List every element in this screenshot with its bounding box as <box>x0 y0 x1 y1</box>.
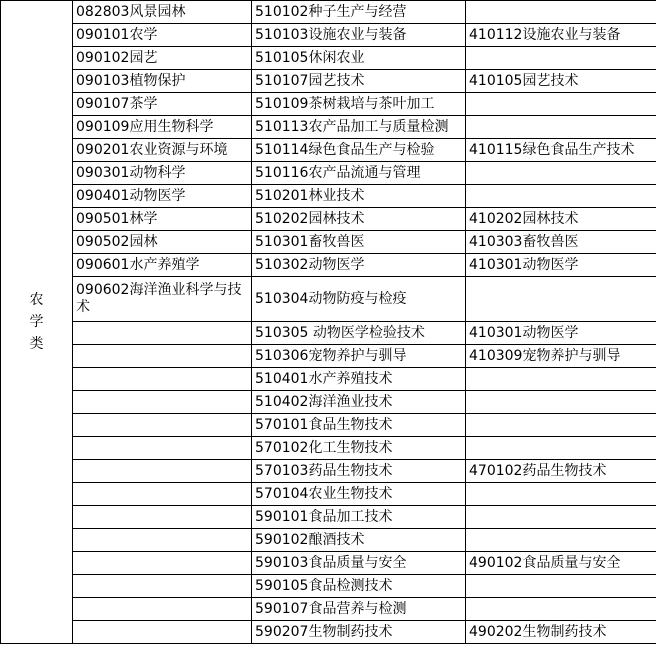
table-row <box>1 391 656 414</box>
undergrad-major-cell: 090401动物医学 <box>73 185 252 208</box>
table-row <box>1 254 656 277</box>
secondary-major-cell <box>466 483 656 506</box>
vocational-major-cell: 510109茶树栽培与茶叶加工 <box>252 93 466 116</box>
table-row <box>1 552 656 575</box>
vocational-major-cell: 510103设施农业与装备 <box>252 24 466 47</box>
undergrad-major-cell: 090601水产养殖学 <box>73 254 252 277</box>
undergrad-major-cell <box>73 506 252 529</box>
undergrad-major-cell <box>73 575 252 598</box>
table-row <box>1 1 656 24</box>
secondary-major-cell: 410202园林技术 <box>466 208 656 231</box>
table-row <box>1 414 656 437</box>
table-body <box>1 1 656 644</box>
category-label: 农学类 <box>29 292 44 352</box>
vocational-major-cell: 510116农产品流通与管理 <box>252 162 466 185</box>
secondary-major-cell: 490202生物制药技术 <box>466 621 656 644</box>
undergrad-major-cell: 090101农学 <box>73 24 252 47</box>
secondary-major-cell: 410105园艺技术 <box>466 70 656 93</box>
vocational-major-cell: 510304动物防疫与检疫 <box>252 277 466 322</box>
vocational-major-cell: 570104农业生物技术 <box>252 483 466 506</box>
undergrad-major-cell <box>73 460 252 483</box>
vocational-major-cell: 510301畜牧兽医 <box>252 231 466 254</box>
vocational-major-cell: 590101食品加工技术 <box>252 506 466 529</box>
table-row <box>1 277 656 322</box>
secondary-major-cell: 410303畜牧兽医 <box>466 231 656 254</box>
vocational-major-cell: 510402海洋渔业技术 <box>252 391 466 414</box>
vocational-major-cell: 590103食品质量与安全 <box>252 552 466 575</box>
secondary-major-cell <box>466 529 656 552</box>
table-row <box>1 185 656 208</box>
table-row <box>1 368 656 391</box>
table-row <box>1 70 656 93</box>
vocational-major-cell: 510102种子生产与经营 <box>252 1 466 24</box>
secondary-major-cell: 410309宠物养护与驯导 <box>466 345 656 368</box>
vocational-major-cell: 510201林业技术 <box>252 185 466 208</box>
undergrad-major-cell <box>73 598 252 621</box>
table-row <box>1 483 656 506</box>
secondary-major-cell <box>466 368 656 391</box>
vocational-major-cell: 510306宠物养护与驯导 <box>252 345 466 368</box>
vocational-major-cell: 510107园艺技术 <box>252 70 466 93</box>
secondary-major-cell: 410301动物医学 <box>466 322 656 345</box>
vocational-major-cell: 510114绿色食品生产与检验 <box>252 139 466 162</box>
vocational-major-cell: 590207生物制药技术 <box>252 621 466 644</box>
table-row <box>1 116 656 139</box>
undergrad-major-cell: 090201农业资源与环境 <box>73 139 252 162</box>
table-row <box>1 162 656 185</box>
secondary-major-cell: 470102药品生物技术 <box>466 460 656 483</box>
undergrad-major-cell <box>73 437 252 460</box>
undergrad-major-cell: 090107茶学 <box>73 93 252 116</box>
vocational-major-cell: 510305 动物医学检验技术 <box>252 322 466 345</box>
secondary-major-cell <box>466 116 656 139</box>
secondary-major-cell <box>466 575 656 598</box>
secondary-major-cell <box>466 93 656 116</box>
secondary-major-cell <box>466 185 656 208</box>
vocational-major-cell: 570103药品生物技术 <box>252 460 466 483</box>
undergrad-major-cell: 090602海洋渔业科学与技术 <box>73 277 252 322</box>
undergrad-major-cell: 082803风景园林 <box>73 1 252 24</box>
table-row <box>1 575 656 598</box>
secondary-major-cell: 490102食品质量与安全 <box>466 552 656 575</box>
category-cell <box>1 1 73 644</box>
table-row <box>1 208 656 231</box>
secondary-major-cell <box>466 1 656 24</box>
vocational-major-cell: 570102化工生物技术 <box>252 437 466 460</box>
undergrad-major-cell <box>73 345 252 368</box>
table-row <box>1 598 656 621</box>
table-row <box>1 24 656 47</box>
undergrad-major-cell <box>73 529 252 552</box>
vocational-major-cell: 570101食品生物技术 <box>252 414 466 437</box>
table-row <box>1 139 656 162</box>
table-row <box>1 506 656 529</box>
secondary-major-cell <box>466 414 656 437</box>
secondary-major-cell <box>466 47 656 70</box>
vocational-major-cell: 510401水产养殖技术 <box>252 368 466 391</box>
secondary-major-cell <box>466 391 656 414</box>
secondary-major-cell <box>466 437 656 460</box>
vocational-major-cell: 510105休闲农业 <box>252 47 466 70</box>
secondary-major-cell: 410301动物医学 <box>466 254 656 277</box>
secondary-major-cell <box>466 277 656 322</box>
undergrad-major-cell: 090301动物科学 <box>73 162 252 185</box>
table-row <box>1 47 656 70</box>
secondary-major-cell <box>466 162 656 185</box>
vocational-major-cell: 510202园林技术 <box>252 208 466 231</box>
table-row <box>1 621 656 644</box>
undergrad-major-cell: 090109应用生物科学 <box>73 116 252 139</box>
vocational-major-cell: 510302动物医学 <box>252 254 466 277</box>
secondary-major-cell: 410115绿色食品生产技术 <box>466 139 656 162</box>
undergrad-major-cell: 090103植物保护 <box>73 70 252 93</box>
table-row <box>1 231 656 254</box>
vocational-major-cell: 590107食品营养与检测 <box>252 598 466 621</box>
table-row <box>1 529 656 552</box>
vocational-major-cell: 510113农产品加工与质量检测 <box>252 116 466 139</box>
table-row <box>1 93 656 116</box>
undergrad-major-cell <box>73 368 252 391</box>
undergrad-major-cell <box>73 322 252 345</box>
undergrad-major-cell <box>73 621 252 644</box>
vocational-major-cell: 590105食品检测技术 <box>252 575 466 598</box>
undergrad-major-cell <box>73 391 252 414</box>
undergrad-major-cell: 090501林学 <box>73 208 252 231</box>
secondary-major-cell <box>466 598 656 621</box>
vocational-major-cell: 590102酿酒技术 <box>252 529 466 552</box>
undergrad-major-cell <box>73 483 252 506</box>
undergrad-major-cell: 090502园林 <box>73 231 252 254</box>
undergrad-major-cell <box>73 552 252 575</box>
secondary-major-cell <box>466 506 656 529</box>
table-row <box>1 345 656 368</box>
table-row <box>1 437 656 460</box>
secondary-major-cell: 410112设施农业与装备 <box>466 24 656 47</box>
undergrad-major-cell <box>73 414 252 437</box>
undergrad-major-cell: 090102园艺 <box>73 47 252 70</box>
table-row <box>1 460 656 483</box>
table-row <box>1 322 656 345</box>
